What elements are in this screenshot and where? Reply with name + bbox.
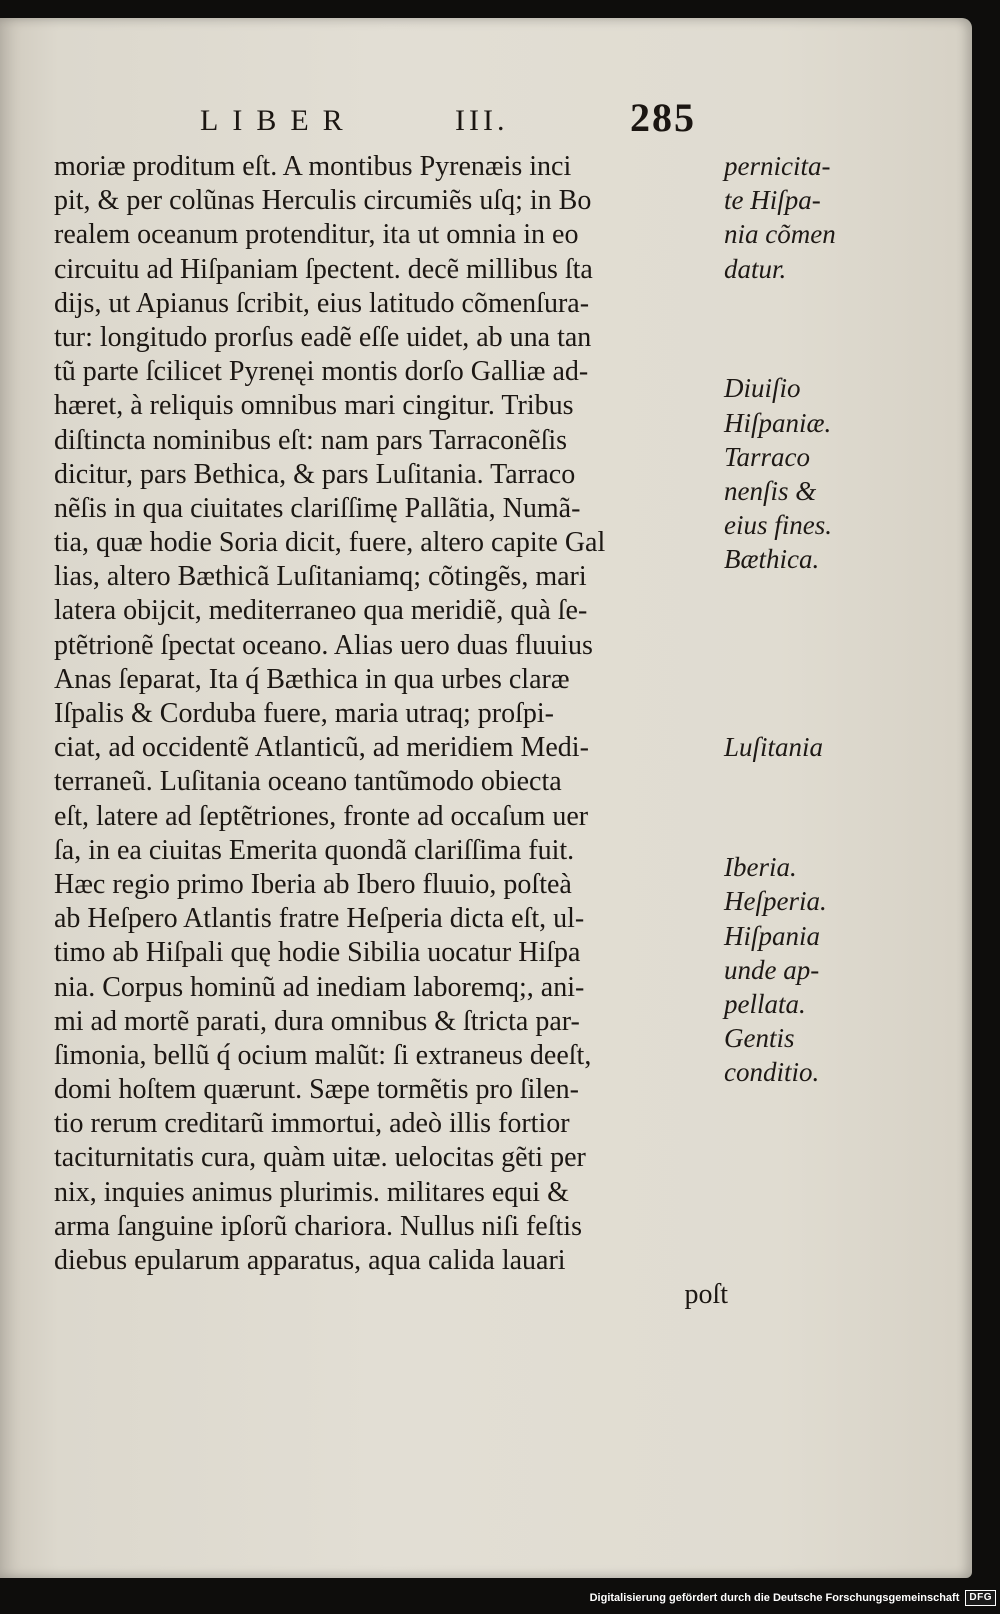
main-text-block xyxy=(54,150,734,1312)
text-line: ptẽtrionẽ ſpectat oceano. Alias uero duas fluuius xyxy=(54,629,593,661)
text-line: eſt, latere ad ſeptẽtriones, fronte ad occaſum uer xyxy=(54,800,589,832)
text-line: domi hoſtem quærunt. Sæpe tormẽtis pro ſilen- xyxy=(54,1074,579,1106)
marginal-note: Tarraco xyxy=(724,441,811,472)
text-line: moriæ proditum eſt. A montibus Pyrenæis inci xyxy=(54,151,572,182)
text-line: ciat, ad occidentẽ Atlanticũ, ad meridiem Medi- xyxy=(54,732,589,764)
marginal-note: conditio. xyxy=(724,1057,820,1088)
text-line: timo ab Hiſpali quę hodie Sibilia uocatur Hiſpa xyxy=(54,937,581,969)
text-line: poſt xyxy=(684,1279,728,1311)
digitization-footer xyxy=(590,1588,996,1608)
text-line: diſtincta nominibus eſt: nam pars Tarraconẽſis xyxy=(54,424,568,456)
footer-credit: Digitalisierung gefördert durch die Deutsche Forschungsgemeinschaft xyxy=(589,1592,960,1604)
text-line: lias, altero Bæthicã Luſitaniamq; cõtingẽs, mari xyxy=(54,561,587,593)
text-line: Iſpalis & Corduba fuere, maria utraq; proſpi- xyxy=(54,698,554,729)
marginal-note: Diuiſio xyxy=(724,373,801,404)
text-line: Hæc regio primo Iberia ab Ibero fluuio, poſteà xyxy=(54,868,572,900)
text-line: diebus epularum apparatus, aqua calida lauari xyxy=(54,1245,566,1276)
running-header xyxy=(200,90,720,140)
marginal-note: pernicita- xyxy=(724,151,831,181)
marginal-note: pellata. xyxy=(724,988,806,1019)
marginal-note: Gentis xyxy=(724,1023,795,1054)
text-line: Anas ſeparat, Ita q́ Bæthica in qua urbes claræ xyxy=(54,663,570,695)
text-line: tũ parte ſcilicet Pyrenęi montis dorſo Galliæ ad- xyxy=(54,356,589,388)
text-line: nia. Corpus hominũ ad inediam laboremq;, ani- xyxy=(54,971,585,1003)
dfg-logo: DFG xyxy=(965,1590,996,1606)
text-line: dicitur, pars Bethica, & pars Luſitania. Tarraco xyxy=(54,458,576,490)
marginal-note: datur. xyxy=(724,253,787,284)
marginal-note: Hiſpaniæ. xyxy=(724,407,832,438)
text-line: pit, & per colũnas Herculis circumiẽs uſq; in Bo xyxy=(54,185,592,217)
header-book-number: III. xyxy=(455,104,509,137)
marginal-note: eius fines. xyxy=(724,510,832,541)
text-line: realem oceanum protenditur, ita ut omnia in eo xyxy=(54,219,579,251)
text-line: nẽſis in qua ciuitates clariſſimę Pallãtia, Numã- xyxy=(54,492,581,524)
marginal-note: nia cõmen xyxy=(724,219,836,250)
marginal-note: Hiſpania xyxy=(724,920,821,951)
text-line: nix, inquies animus plurimis. militares equi & xyxy=(54,1176,569,1208)
marginal-note: Luſitania xyxy=(724,732,824,763)
text-line: tia, quæ hodie Soria dicit, fuere, altero capite Gal xyxy=(54,527,606,559)
text-line: ſa, in ea ciuitas Emerita quondã clariſſima fuit. xyxy=(54,834,575,866)
text-line: terraneũ. Luſitania oceano tantũmodo obiecta xyxy=(54,766,562,798)
text-line: taciturnitatis cura, quàm uitæ. uelocitas gẽti per xyxy=(54,1142,586,1174)
book-page xyxy=(0,18,972,1578)
text-line: tur: longitudo prorſus eadẽ eſſe uidet, ab una tan xyxy=(54,321,592,353)
marginal-note: Bæthica. xyxy=(724,544,820,575)
text-line: mi ad mortẽ parati, dura omnibus & ſtricta par- xyxy=(54,1005,580,1037)
text-line: ſimonia, bellũ q́ ocium malũt: ſi extraneus deeſt, xyxy=(54,1039,592,1071)
text-line: ab Heſpero Atlantis fratre Heſperia dicta eſt, ul- xyxy=(54,903,585,935)
marginal-note: nenſis & xyxy=(724,475,817,506)
text-line: dijs, ut Apianus ſcribit, eius latitudo cõmenſura- xyxy=(54,287,590,319)
marginal-note: Iberia. xyxy=(724,852,797,883)
page-number: 285 xyxy=(630,95,696,140)
text-line: latera obijcit, mediterraneo qua meridiẽ, quà ſe- xyxy=(54,595,588,627)
text-line: circuitu ad Hiſpaniam ſpectent. decẽ millibus ſta xyxy=(54,253,593,285)
text-line: hæret, à reliquis omnibus mari cingitur. Tribus xyxy=(54,390,574,422)
text-line: arma ſanguine ipſorũ chariora. Nullus niſi feſtis xyxy=(54,1210,582,1242)
marginal-note: te Hiſpa- xyxy=(724,185,821,216)
marginal-note: unde ap- xyxy=(724,954,820,985)
marginal-note: Heſperia. xyxy=(724,886,827,917)
text-line: tio rerum creditarũ immortui, adeò illis fortior xyxy=(54,1108,570,1140)
header-title: LIBER xyxy=(200,104,357,137)
